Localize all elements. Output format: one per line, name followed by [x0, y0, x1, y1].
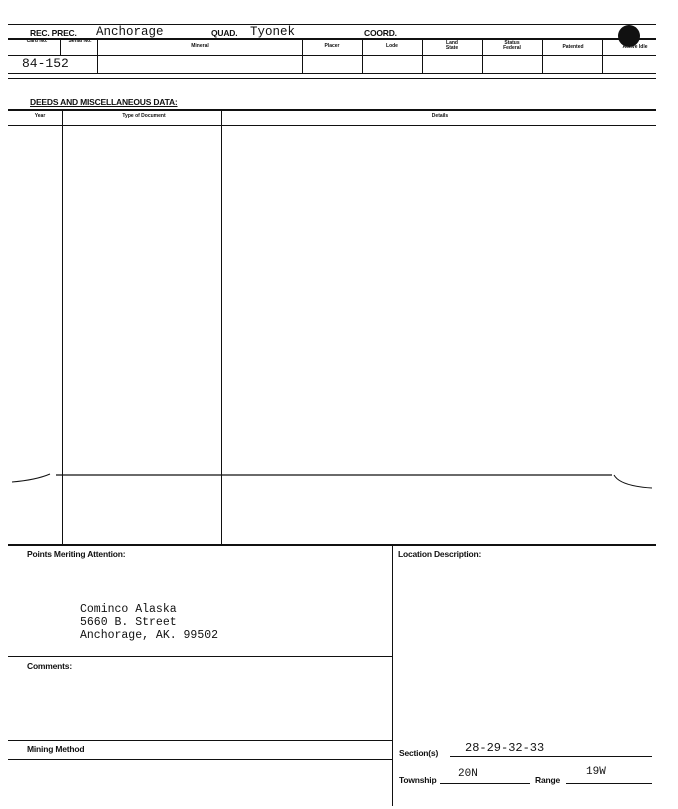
col-type-of-document: Type of Document: [122, 113, 166, 119]
range-underline: [566, 783, 652, 784]
township-value: 20N: [458, 768, 478, 780]
col-divider: [362, 38, 363, 73]
lower-vertical-divider: [392, 544, 393, 806]
lower-section-rule: [8, 544, 656, 546]
deeds-title: DEEDS AND MISCELLANEOUS DATA:: [30, 97, 178, 107]
township-label: Township: [399, 775, 437, 785]
deeds-header-bottom-rule: [8, 125, 656, 126]
location-label: Location Description:: [398, 549, 482, 559]
continuation-line: [0, 466, 678, 496]
card-number-value: 84-152: [22, 56, 69, 71]
col-divider: [97, 38, 98, 73]
col-status-federal: Status Federal: [503, 40, 521, 51]
mining-method-label: Mining Method: [27, 744, 85, 754]
col-divider: [482, 38, 483, 73]
township-underline: [440, 783, 530, 784]
col-divider: [60, 38, 61, 55]
points-label: Points Meriting Attention:: [27, 549, 126, 559]
address-block: [80, 603, 218, 642]
col-placer: Placer: [324, 43, 340, 49]
deeds-top-rule: [8, 109, 656, 111]
mining-bottom-rule: [8, 759, 392, 760]
address-line: Anchorage, AK. 99502: [80, 629, 219, 642]
range-label: Range: [535, 775, 560, 785]
range-value: 19W: [586, 766, 606, 778]
quad-label: QUAD.: [211, 28, 238, 38]
record-double-rule: [8, 78, 656, 79]
section-value: 28-29-32-33: [465, 741, 545, 755]
comments-label: Comments:: [27, 661, 72, 671]
col-mineral: Mineral: [191, 43, 209, 49]
col-land-state: Land State: [445, 40, 459, 51]
col-serial-no: Serial No.: [68, 38, 92, 44]
section-label: Section(s): [399, 748, 439, 758]
coord-label: COORD.: [364, 28, 397, 38]
quad-value: Tyonek: [250, 25, 296, 39]
address-line: 5660 B. Street: [80, 616, 177, 629]
mining-rule: [8, 740, 392, 741]
col-card-no: Card No.: [26, 38, 48, 44]
column-header-bottom-rule: [8, 55, 656, 56]
col-year: Year: [34, 113, 46, 119]
col-divider: [542, 38, 543, 73]
column-header-rule: [8, 38, 656, 40]
rec-prec-label: REC. PREC.: [30, 28, 77, 38]
col-divider: [302, 38, 303, 73]
col-details: Details: [431, 113, 449, 119]
col-divider: [422, 38, 423, 73]
record-row-bottom-rule: [8, 73, 656, 74]
comments-rule: [8, 656, 392, 657]
section-underline: [450, 756, 652, 757]
col-lode: Lode: [386, 43, 398, 49]
rec-prec-value: Anchorage: [96, 25, 164, 39]
col-active-idle: Active Idle: [622, 44, 648, 50]
col-patented: Patented: [562, 44, 584, 50]
col-divider: [602, 38, 603, 73]
address-line: Cominco Alaska: [80, 603, 177, 616]
